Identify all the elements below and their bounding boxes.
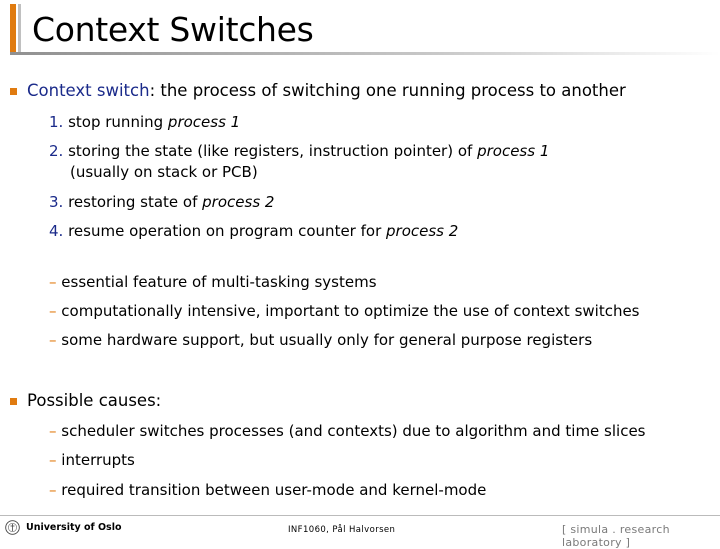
dash-item — [49, 421, 646, 441]
step-number: 4. — [49, 222, 64, 240]
dash-text: interrupts — [61, 451, 135, 469]
step-continuation: (usually on stack or PCB) — [70, 163, 258, 181]
dash-item — [49, 301, 640, 321]
dash-icon: – — [49, 481, 57, 499]
step-item — [49, 141, 549, 161]
step-text: resume operation on program counter for — [68, 222, 387, 240]
bullet-context-switch — [27, 80, 626, 102]
step-italic: process 1 — [167, 113, 241, 131]
dash-item — [49, 272, 377, 292]
step-italic: process 1 — [477, 142, 550, 160]
simula-logo: [ simula . research laboratory ] — [562, 523, 670, 549]
step-number: 1. — [49, 113, 64, 131]
step-item — [49, 221, 458, 241]
university-seal-icon — [5, 519, 20, 536]
step-number: 3. — [49, 193, 64, 211]
step-item — [49, 192, 274, 212]
dash-item — [49, 330, 592, 350]
term-context-switch: Context switch — [27, 81, 150, 100]
title-accent-bar-gray — [18, 4, 21, 54]
title-accent-bar — [10, 4, 16, 54]
footer-divider — [0, 515, 720, 516]
course-author: INF1060, Pål Halvorsen — [288, 525, 396, 535]
dash-icon: – — [49, 422, 57, 440]
dash-item — [49, 480, 486, 500]
bullet-square-icon — [10, 88, 17, 95]
step-italic: process 2 — [386, 222, 459, 240]
step-text: stop running — [68, 113, 168, 131]
step-item — [49, 112, 240, 132]
dash-text: scheduler switches processes (and contexts) due to algorithm and time slices — [61, 422, 646, 440]
university-name: University of Oslo — [26, 522, 122, 533]
bullet-square-icon — [10, 398, 17, 405]
dash-icon: – — [49, 451, 57, 469]
step-italic: process 2 — [202, 193, 275, 211]
dash-text: essential feature of multi-tasking systems — [61, 273, 377, 291]
dash-icon: – — [49, 331, 57, 349]
dash-text: required transition between user-mode and kernel-mode — [61, 481, 487, 499]
slide-title: Context Switches — [32, 10, 314, 49]
step-text: restoring state of — [68, 193, 203, 211]
step-number: 2. — [49, 142, 64, 160]
dash-item — [49, 450, 135, 470]
step-text: storing the state (like registers, instruction pointer) of — [68, 142, 478, 160]
dash-text: computationally intensive, important to optimize the use of context switches — [61, 302, 640, 320]
dash-text: some hardware support, but usually only for general purpose registers — [61, 331, 593, 349]
title-underline — [10, 52, 720, 55]
bullet-possible-causes: Possible causes: — [27, 391, 162, 410]
dash-icon: – — [49, 302, 57, 320]
bullet-text: : the process of switching one running process to another — [149, 81, 626, 100]
dash-icon: – — [49, 273, 57, 291]
